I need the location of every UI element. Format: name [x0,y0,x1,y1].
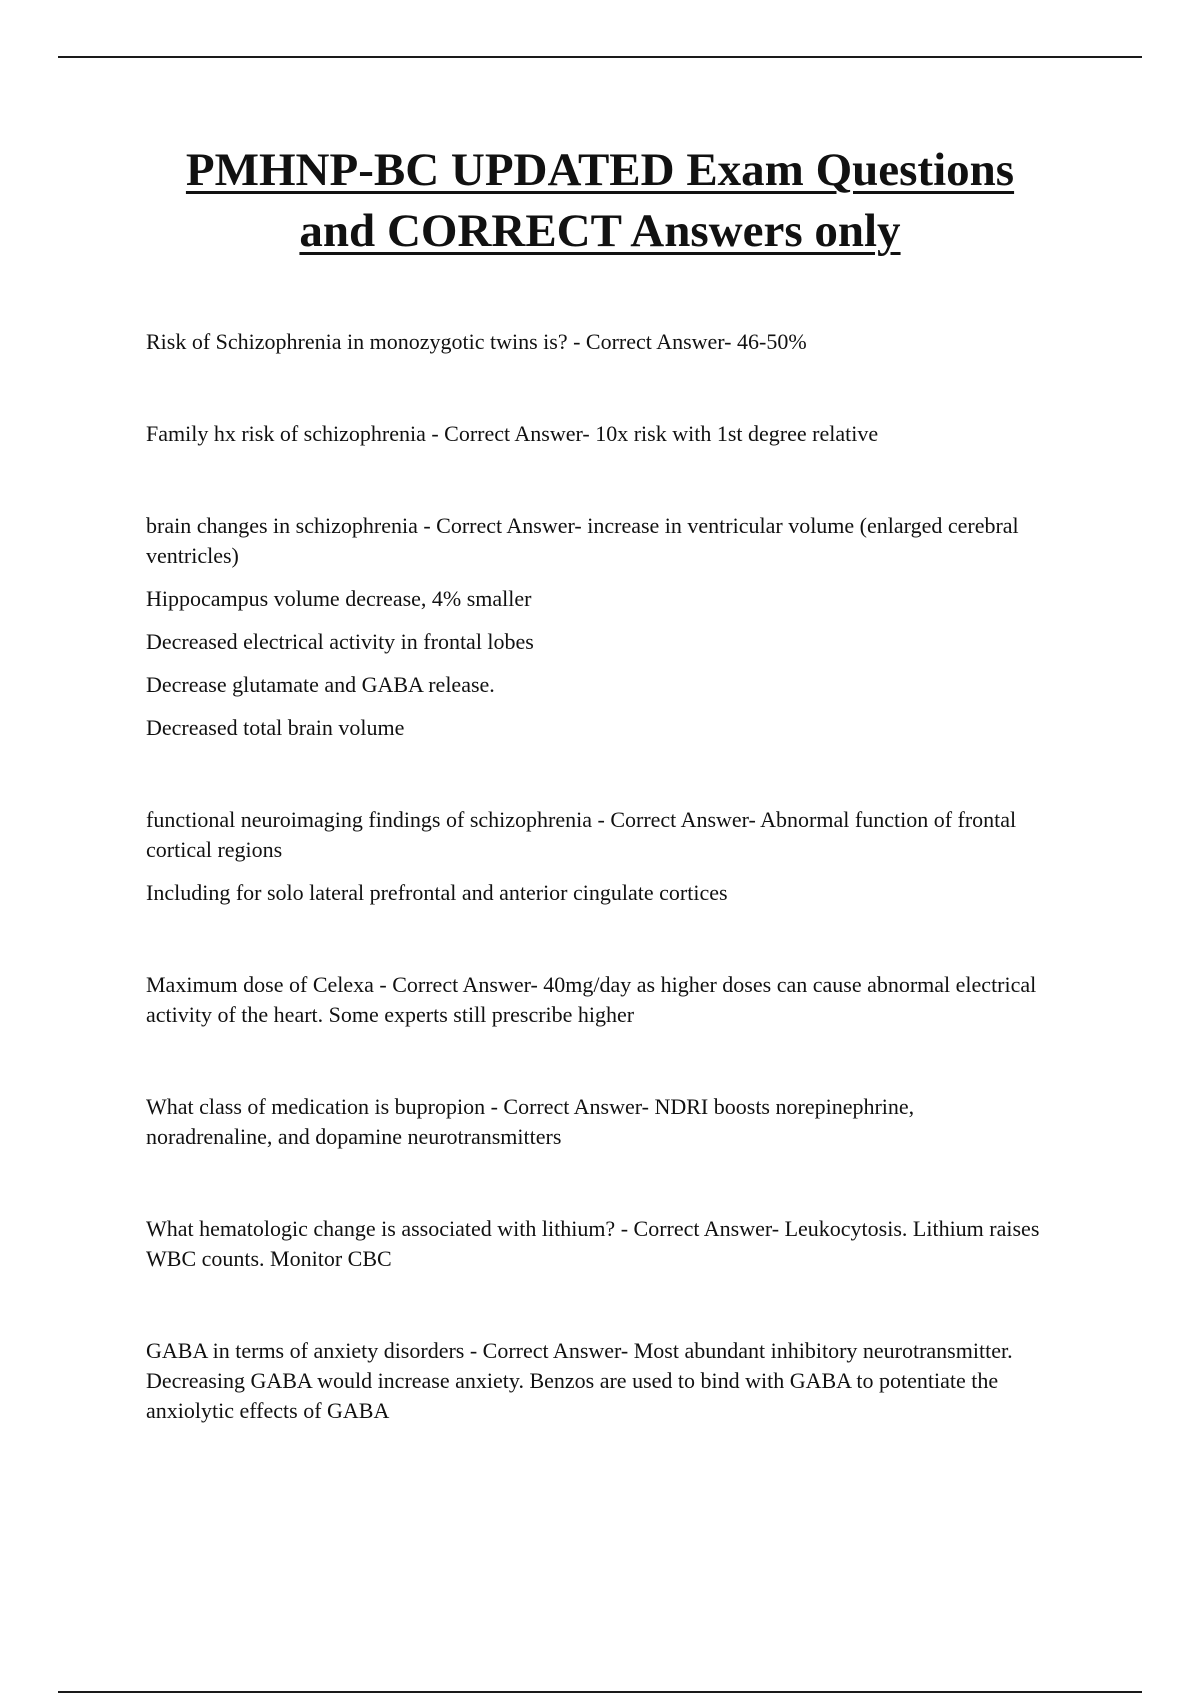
qa-text: What hematologic change is associated with lithium? - Correct Answer- Leukocytosis. Lithium raises WBC counts. Monitor CBC [146,1216,1040,1271]
qa-extra-line: Decreased electrical activity in frontal lobes [146,629,534,654]
qa-entry [146,1092,1046,1152]
qa-text: Family hx risk of schizophrenia - Correct Answer- 10x risk with 1st degree relative [146,421,879,446]
qa-extra-line: Decrease glutamate and GABA release. [146,672,495,697]
qa-text: What class of medication is bupropion - Correct Answer- NDRI boosts norepinephrine, noradrenaline, and dopamine neurotransmitters [146,1094,915,1149]
qa-text: Risk of Schizophrenia in monozygotic twins is? - Correct Answer- 46-50% [146,329,807,354]
qa-extra-line: Decreased total brain volume [146,715,405,740]
title-line-2: and CORRECT Answers only [299,205,901,257]
qa-entry [146,419,1046,449]
qa-entry [146,805,1046,908]
page-title [60,140,1140,262]
qa-text: brain changes in schizophrenia - Correct Answer- increase in ventricular volume (enlarged cerebral ventricles) [146,513,1019,568]
qa-entry [146,970,1046,1030]
qa-text: GABA in terms of anxiety disorders - Correct Answer- Most abundant inhibitory neurotransmitter. Decreasing GABA would increase anxiety. Benzos are used to bind with GABA to potentiate the anxiolytic effects of GABA [146,1338,1013,1423]
qa-extra-line: Including for solo lateral prefrontal and anterior cingulate cortices [146,880,728,905]
qa-entry [146,511,1046,743]
qa-text: functional neuroimaging findings of schizophrenia - Correct Answer- Abnormal function of frontal cortical regions [146,807,1017,862]
qa-list [146,327,1046,1488]
qa-entry [146,327,1046,357]
qa-entry [146,1214,1046,1274]
qa-text: Maximum dose of Celexa - Correct Answer- 40mg/day as higher doses can cause abnormal electrical activity of the heart. Some experts still prescribe higher [146,972,1037,1027]
top-rule [58,56,1142,58]
qa-extra-line: Hippocampus volume decrease, 4% smaller [146,586,532,611]
bottom-rule [58,1691,1142,1693]
qa-entry [146,1336,1046,1426]
title-line-1: PMHNP-BC UPDATED Exam Questions [185,144,1015,196]
